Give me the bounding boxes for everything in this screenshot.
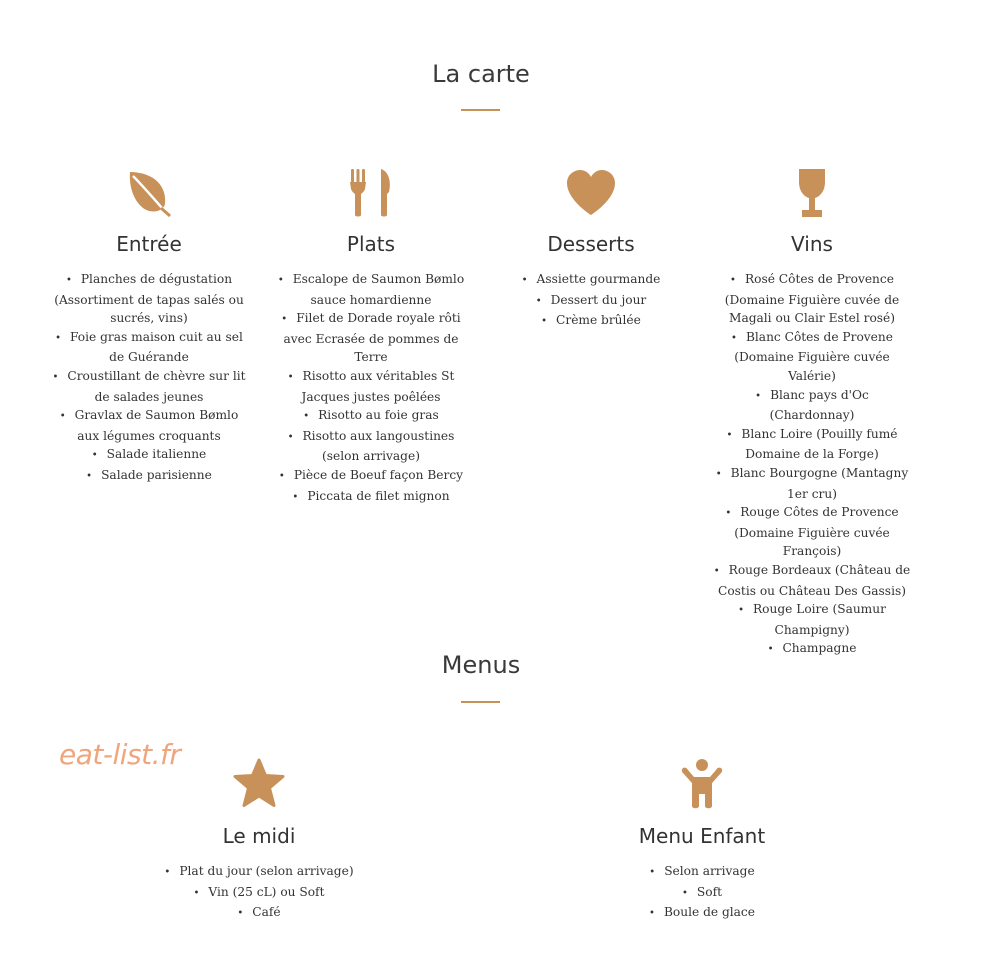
desserts-list: [492, 270, 690, 332]
list-item: • Soft: [577, 883, 827, 904]
watermark: eat-list.fr: [59, 738, 181, 771]
menus-title: Menus: [441, 651, 521, 679]
list-item: • Rouge Loire (Saumur Champigny): [712, 600, 912, 639]
list-item: • Risotto aux langoustines (selon arrivage): [271, 427, 471, 466]
menu-enfant-column: [577, 758, 827, 924]
list-item: • Crème brûlée: [492, 311, 690, 332]
list-item: • Pièce de Boeuf façon Bercy: [271, 466, 471, 487]
vins-column: [712, 168, 912, 660]
list-item: • Rouge Côtes de Provence (Domaine Figuière cuvée François): [712, 503, 912, 561]
wine-glass-icon: [788, 168, 836, 218]
heart-icon: [565, 168, 617, 218]
entree-title: Entrée: [116, 232, 182, 256]
plats-column: [271, 168, 471, 507]
list-item: • Assiette gourmande: [492, 270, 690, 291]
plats-list: [271, 270, 471, 507]
desserts-title: Desserts: [547, 232, 635, 256]
list-item: • Dessert du jour: [492, 291, 690, 312]
plats-title: Plats: [346, 232, 396, 256]
list-item: • Gravlax de Saumon Bømlo aux légumes croquants: [50, 406, 248, 445]
list-item: • Croustillant de chèvre sur lit de salades jeunes: [50, 367, 248, 406]
le-midi-column: [134, 758, 384, 924]
vins-list: [712, 270, 912, 660]
list-item: • Selon arrivage: [577, 862, 827, 883]
leaf-icon: [125, 168, 173, 218]
menu-enfant-title: Menu Enfant: [638, 824, 766, 848]
la-carte-divider: [461, 109, 500, 111]
list-item: • Foie gras maison cuit au sel de Guérande: [50, 328, 248, 367]
list-item: • Blanc Loire (Pouilly fumé Domaine de la Forge): [712, 425, 912, 464]
list-item: • Escalope de Saumon Bømlo sauce homardienne: [271, 270, 471, 309]
list-item: • Rosé Côtes de Provence (Domaine Figuière cuvée de Magali ou Clair Estel rosé): [712, 270, 912, 328]
star-icon: [232, 758, 286, 810]
list-item: • Vin (25 cL) ou Soft: [134, 883, 384, 904]
list-item: • Blanc Côtes de Provene (Domaine Figuière cuvée Valérie): [712, 328, 912, 386]
list-item: • Piccata de filet mignon: [271, 487, 471, 508]
la-carte-title: La carte: [432, 60, 530, 88]
list-item: • Blanc pays d'Oc (Chardonnay): [712, 386, 912, 425]
vins-title: Vins: [791, 232, 833, 256]
entree-column: [50, 168, 248, 487]
list-item: • Risotto au foie gras: [271, 406, 471, 427]
list-item: • Café: [134, 903, 384, 924]
list-item: • Rouge Bordeaux (Château de Costis ou Château Des Gassis): [712, 561, 912, 600]
le-midi-title: Le midi: [222, 824, 296, 848]
list-item: • Boule de glace: [577, 903, 827, 924]
menu-enfant-list: [577, 862, 827, 924]
entree-list: [50, 270, 248, 487]
menus-divider: [461, 701, 500, 703]
list-item: • Filet de Dorade royale rôti avec Ecrasée de pommes de Terre: [271, 309, 471, 367]
list-item: • Risotto aux véritables St Jacques justes poêlées: [271, 367, 471, 406]
list-item: • Planches de dégustation (Assortiment de tapas salés ou sucrés, vins): [50, 270, 248, 328]
list-item: • Champagne: [712, 639, 912, 660]
le-midi-list: [134, 862, 384, 924]
cutlery-icon: [347, 168, 395, 218]
list-item: • Plat du jour (selon arrivage): [134, 862, 384, 883]
list-item: • Salade parisienne: [50, 466, 248, 487]
list-item: • Blanc Bourgogne (Mantagny 1er cru): [712, 464, 912, 503]
child-icon: [680, 758, 724, 810]
list-item: • Salade italienne: [50, 445, 248, 466]
desserts-column: [492, 168, 690, 332]
